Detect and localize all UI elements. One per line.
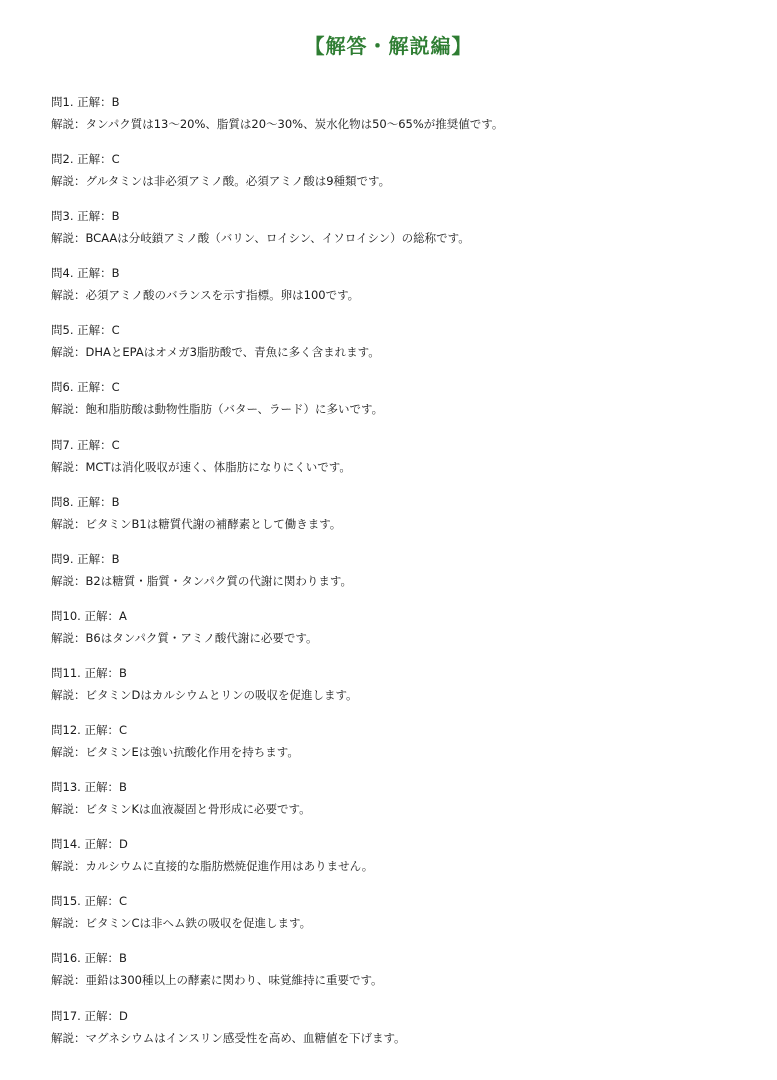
explanation-line: 解説：亜鉛は300種以上の酵素に関わり、味覚維持に重要です。 [51, 973, 383, 988]
answer-line: 問3. 正解：B [51, 209, 120, 224]
answer-item-17 [51, 1009, 757, 1066]
explanation-line: 解説：B6はタンパク質・アミノ酸代謝に必要です。 [51, 630, 318, 645]
answer-item-7 [51, 438, 757, 495]
answer-item-5 [51, 323, 757, 380]
answer-line: 問7. 正解：C [51, 437, 120, 452]
answer-line: 問9. 正解：B [51, 551, 120, 566]
answer-line: 問15. 正解：C [51, 894, 127, 909]
answer-item-6 [51, 380, 757, 437]
answer-item-2 [51, 152, 757, 209]
answer-list [51, 95, 757, 1066]
answer-item-10 [51, 609, 757, 666]
answer-line: 問6. 正解：C [51, 380, 120, 395]
explanation-line: 解説：マグネシウムはインスリン感受性を高め、血糖値を下げます。 [51, 1030, 406, 1045]
answer-line: 問2. 正解：C [51, 152, 120, 167]
answer-item-4 [51, 266, 757, 323]
answer-item-1 [51, 95, 757, 152]
answer-item-15 [51, 894, 757, 951]
explanation-line: 解説：飽和脂肪酸は動物性脂肪（バター、ラード）に多いです。 [51, 402, 384, 417]
answer-line: 問8. 正解：B [51, 494, 120, 509]
answer-line: 問12. 正解：C [51, 723, 127, 738]
explanation-line: 解説：グルタミンは非必須アミノ酸。必須アミノ酸は9種類です。 [51, 174, 391, 189]
answer-item-8 [51, 495, 757, 552]
answer-item-3 [51, 209, 757, 266]
answer-line: 問14. 正解：D [51, 837, 128, 852]
answer-item-9 [51, 552, 757, 609]
answer-line: 問13. 正解：B [51, 780, 127, 795]
explanation-line: 解説：タンパク質は13〜20%、脂質は20〜30%、炭水化物は50〜65%が推奨値です。 [51, 117, 504, 131]
explanation-line: 解説：ビタミンB1は糖質代謝の補酵素として働きます。 [51, 516, 342, 531]
explanation-line: 解説：必須アミノ酸のバランスを示す指標。卵は100です。 [51, 288, 360, 303]
answer-line: 問10. 正解：A [51, 608, 127, 623]
explanation-line: 解説：DHAとEPAはオメガ3脂肪酸で、青魚に多く含まれます。 [51, 345, 380, 360]
answer-item-12 [51, 723, 757, 780]
answer-line: 問17. 正解：D [51, 1008, 128, 1023]
explanation-line: 解説：ビタミンKは血液凝固と骨形成に必要です。 [51, 802, 311, 817]
answer-item-11 [51, 666, 757, 723]
answer-line: 問11. 正解：B [51, 665, 127, 680]
page-title: 【解答・解説編】 [304, 34, 473, 58]
explanation-line: 解説：ビタミンEは強い抗酸化作用を持ちます。 [51, 745, 299, 760]
answer-line: 問1. 正解：B [51, 95, 120, 109]
explanation-line: 解説：ビタミンDはカルシウムとリンの吸収を促進します。 [51, 687, 358, 702]
answer-item-13 [51, 780, 757, 837]
explanation-line: 解説：BCAAは分岐鎖アミノ酸（バリン、ロイシン、イソロイシン）の総称です。 [51, 231, 470, 246]
explanation-line: 解説：カルシウムに直接的な脂肪燃焼促進作用はありません。 [51, 859, 374, 874]
answer-line: 問16. 正解：B [51, 951, 127, 966]
explanation-line: 解説：B2は糖質・脂質・タンパク質の代謝に関わります。 [51, 573, 352, 588]
answer-line: 問5. 正解：C [51, 323, 120, 338]
answer-line: 問4. 正解：B [51, 266, 120, 281]
explanation-line: 解説：ビタミンCは非ヘム鉄の吸収を促進します。 [51, 916, 312, 931]
answer-item-14 [51, 837, 757, 894]
answer-item-16 [51, 951, 757, 1008]
explanation-line: 解説：MCTは消化吸収が速く、体脂肪になりにくいです。 [51, 459, 351, 474]
